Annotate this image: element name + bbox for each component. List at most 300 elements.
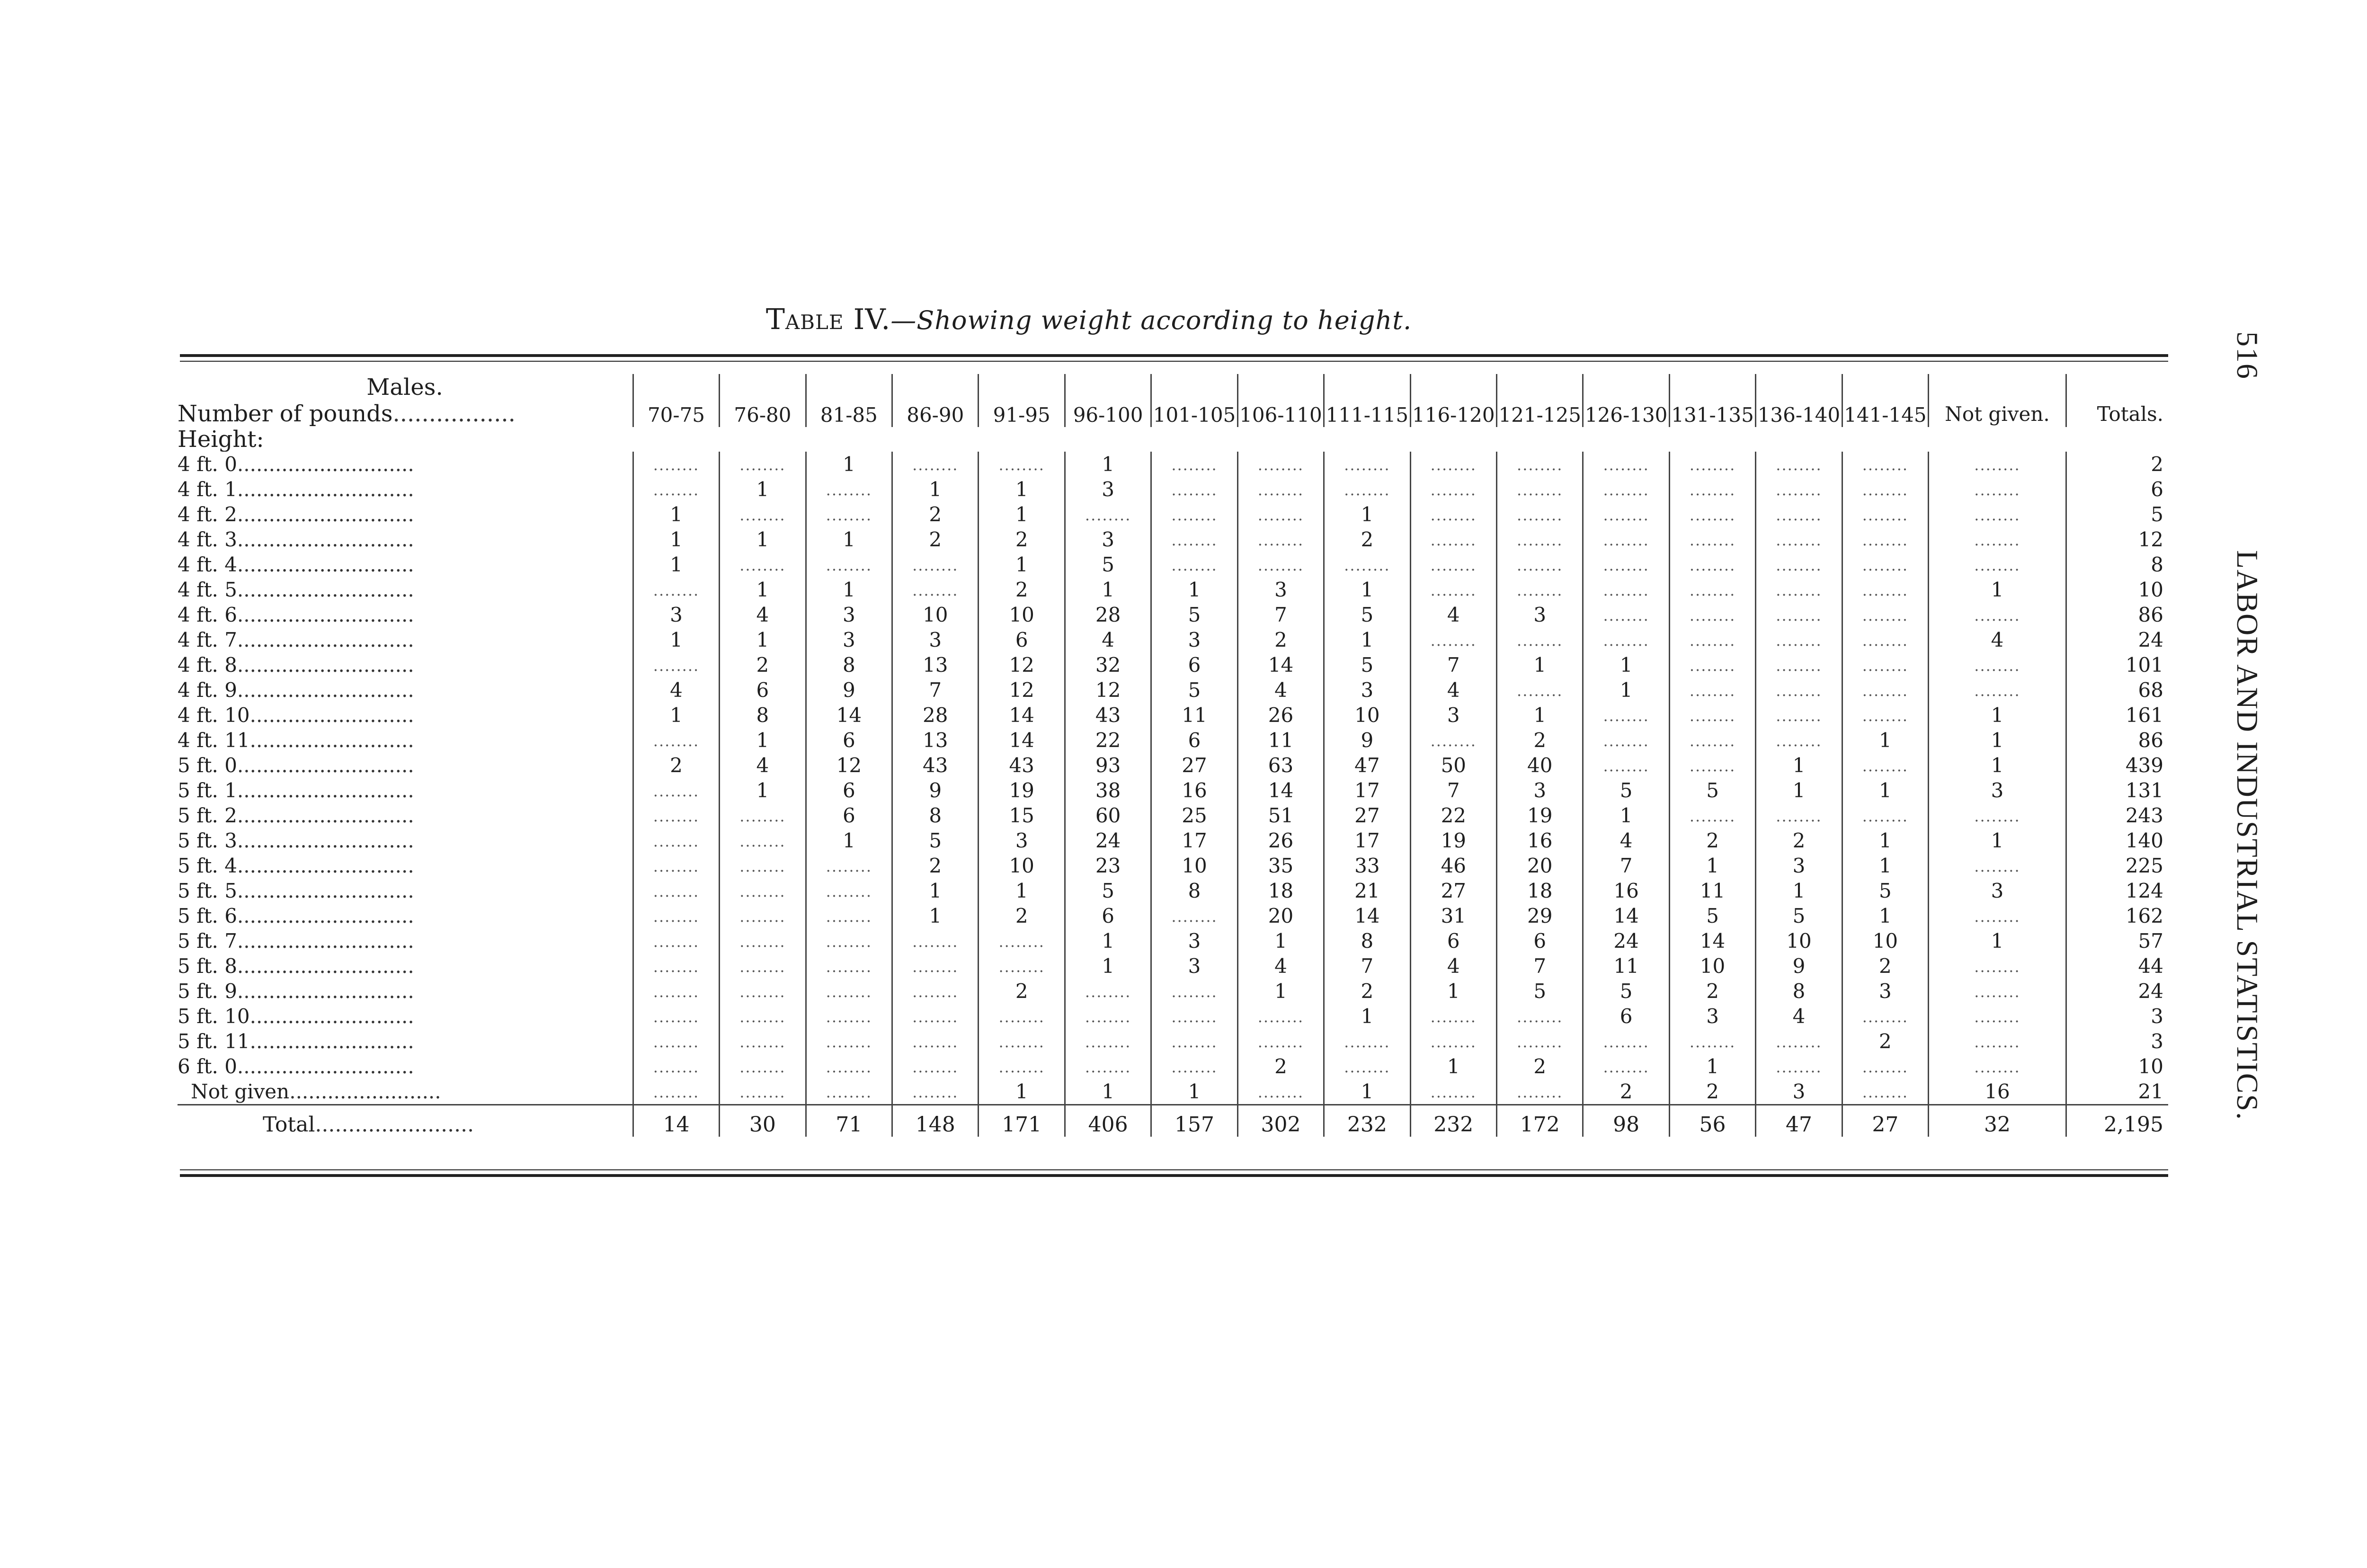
table-cell: 3 <box>1756 853 1842 878</box>
table-cell <box>1842 552 1928 577</box>
table-cell: 2 <box>1324 979 1410 1004</box>
row-label-text: 6 ft. 0 <box>178 1054 237 1078</box>
table-cell: 5 <box>1151 677 1237 703</box>
empty-cell-dots: ........ <box>1517 1033 1563 1051</box>
table-cell: 3 <box>1497 602 1583 627</box>
table-cell: 44 <box>2066 953 2168 979</box>
empty-cell-dots: ........ <box>653 1033 700 1051</box>
table-cell <box>1237 452 1324 477</box>
leader-dots: ............................ <box>237 854 414 877</box>
table-cell: 21 <box>1324 878 1410 903</box>
row-label-text: 4 ft. 5 <box>178 578 237 601</box>
leader-dots: ............................ <box>237 578 414 601</box>
row-label <box>178 502 633 527</box>
table-cell: 10 <box>1756 928 1842 953</box>
empty-cell-dots: ........ <box>1689 1033 1736 1051</box>
empty-cell-dots: ........ <box>1776 481 1822 499</box>
table-cell <box>633 452 719 477</box>
empty-cell-dots: ........ <box>1603 481 1649 499</box>
table-row <box>178 552 2168 577</box>
table-cell <box>1929 502 2066 527</box>
empty-cell-dots: ........ <box>1430 531 1477 549</box>
leader-dots: ............................ <box>237 778 414 802</box>
table-cell: 24 <box>1583 928 1669 953</box>
table-cell <box>633 878 719 903</box>
table-cell <box>1583 753 1669 778</box>
column-header: 111-115 <box>1324 374 1410 427</box>
table-cell <box>806 853 892 878</box>
table-cell: 1 <box>1669 1054 1755 1079</box>
table-cell: 2 <box>1669 828 1755 853</box>
row-label-text: 4 ft. 0 <box>178 452 237 476</box>
table-cell <box>1324 452 1410 477</box>
empty-cell-dots: ........ <box>1257 506 1304 524</box>
empty-cell-dots: ........ <box>826 857 872 875</box>
table-cell <box>806 1004 892 1029</box>
table-cell <box>1583 602 1669 627</box>
table-cell: 13 <box>892 728 979 753</box>
table-cell: 3 <box>1929 878 2066 903</box>
empty-cell-dots: ........ <box>1257 1083 1304 1101</box>
table-cell: 3 <box>1497 778 1583 803</box>
table-cell <box>892 552 979 577</box>
row-label-text: 4 ft. 7 <box>178 628 237 651</box>
table-cell: 2 <box>720 652 806 677</box>
empty-cell-dots: ........ <box>1862 1058 1909 1076</box>
table-cell <box>720 1054 806 1079</box>
table-cell <box>979 928 1065 953</box>
table-cell: 140 <box>2066 828 2168 853</box>
empty-cell-dots: ........ <box>1776 657 1822 675</box>
table-cell: 4 <box>633 677 719 703</box>
table-cell: 8 <box>720 703 806 728</box>
table-row <box>178 703 2168 728</box>
table-cell <box>1410 1004 1496 1029</box>
table-cell: 6 <box>1151 652 1237 677</box>
table-cell: 11 <box>1669 878 1755 903</box>
table-cell: 12 <box>806 753 892 778</box>
stub-subtitle-text: Number of pounds <box>178 401 393 427</box>
table-row <box>178 878 2168 903</box>
table-cell <box>1151 1004 1237 1029</box>
column-header: Totals. <box>2066 374 2168 427</box>
table-cell <box>1151 552 1237 577</box>
table-cell: 86 <box>2066 728 2168 753</box>
table-cell <box>1756 552 1842 577</box>
empty-cell-dots: ........ <box>1517 531 1563 549</box>
empty-cell-dots: ........ <box>998 933 1045 951</box>
table-cell: 3 <box>1669 1004 1755 1029</box>
leader-dots: ........................ <box>289 1079 441 1103</box>
column-header: 101-105 <box>1151 374 1237 427</box>
empty-cell-dots: ........ <box>739 882 786 900</box>
empty-cell-dots: ........ <box>912 1008 959 1026</box>
empty-cell-dots: ........ <box>826 882 872 900</box>
empty-cell-dots: ........ <box>1257 456 1304 474</box>
table-cell: 4 <box>1410 677 1496 703</box>
table-row <box>178 577 2168 602</box>
table-cell: 68 <box>2066 677 2168 703</box>
table-cell <box>1410 477 1496 502</box>
table-cell <box>1497 452 1583 477</box>
table-cell: 1 <box>720 527 806 552</box>
leader-dots: ............................ <box>237 929 414 953</box>
empty-cell-dots: ........ <box>1171 1008 1218 1026</box>
table-cell: 26 <box>1237 828 1324 853</box>
height-label: Height: <box>178 427 264 452</box>
table-cell: 3 <box>979 828 1065 853</box>
table-cell: 1 <box>1065 452 1151 477</box>
table-cell: 162 <box>2066 903 2168 928</box>
row-label <box>178 1079 633 1105</box>
bottom-rule-thin <box>180 1169 2168 1170</box>
empty-cell-dots: ........ <box>653 481 700 499</box>
table-cell: 1 <box>633 502 719 527</box>
table-cell <box>892 928 979 953</box>
empty-cell-dots: ........ <box>653 1083 700 1101</box>
empty-cell-dots: ........ <box>1517 1083 1563 1101</box>
table-cell <box>1410 728 1496 753</box>
empty-cell-dots: ........ <box>1776 531 1822 549</box>
row-label <box>178 728 633 753</box>
table-cell: 26 <box>1237 703 1324 728</box>
total-cell: 47 <box>1756 1105 1842 1137</box>
table-cell <box>1842 502 1928 527</box>
table-cell: 131 <box>2066 778 2168 803</box>
table-cell: 4 <box>1929 627 2066 652</box>
empty-cell-dots: ........ <box>912 456 959 474</box>
table-cell <box>633 953 719 979</box>
empty-cell-dots: ........ <box>912 1033 959 1051</box>
table-cell: 2 <box>1497 1054 1583 1079</box>
table-cell: 23 <box>1065 853 1151 878</box>
leader-dots: ............................ <box>237 904 414 927</box>
empty-cell-dots: ........ <box>1603 456 1649 474</box>
table-cell: 439 <box>2066 753 2168 778</box>
table-cell <box>1929 527 2066 552</box>
empty-cell-dots: ........ <box>1689 657 1736 675</box>
leader-dots: ............................ <box>237 527 414 551</box>
empty-cell-dots: ........ <box>1974 958 2020 976</box>
empty-cell-dots: ........ <box>1689 531 1736 549</box>
running-head-title: LABOR AND INDUSTRIAL STATISTICS. <box>2231 550 2264 1121</box>
table-cell <box>1151 1054 1237 1079</box>
table-cell <box>1669 728 1755 753</box>
table-cell: 4 <box>720 753 806 778</box>
row-label <box>178 753 633 778</box>
empty-cell-dots: ........ <box>1603 581 1649 599</box>
empty-cell-dots: ........ <box>1517 581 1563 599</box>
table-cell: 24 <box>2066 979 2168 1004</box>
empty-cell-dots: ........ <box>653 908 700 926</box>
empty-cell-dots: ........ <box>1776 606 1822 624</box>
total-cell: 27 <box>1842 1105 1928 1137</box>
table-cell <box>720 1004 806 1029</box>
empty-cell-dots: ........ <box>1974 1033 2020 1051</box>
empty-cell-dots: ........ <box>1085 983 1131 1001</box>
empty-cell-dots: ........ <box>1603 1058 1649 1076</box>
table-cell: 8 <box>2066 552 2168 577</box>
top-rule-thin <box>180 361 2168 362</box>
table-cell <box>806 502 892 527</box>
table-cell <box>1929 1029 2066 1054</box>
total-cell: 56 <box>1669 1105 1755 1137</box>
table-cell <box>1842 652 1928 677</box>
empty-cell-dots: ........ <box>653 882 700 900</box>
table-cell: 15 <box>979 803 1065 828</box>
empty-cell-dots: ........ <box>1171 506 1218 524</box>
table-cell: 3 <box>633 602 719 627</box>
table-cell <box>633 803 719 828</box>
table-cell <box>979 1054 1065 1079</box>
table-cell <box>1669 1029 1755 1054</box>
empty-cell-dots: ........ <box>1862 531 1909 549</box>
empty-cell-dots: ........ <box>1776 707 1822 725</box>
empty-cell-dots: ........ <box>653 933 700 951</box>
column-header: 91-95 <box>979 374 1065 427</box>
empty-cell-dots: ........ <box>1974 983 2020 1001</box>
stub-header <box>178 374 633 427</box>
table-cell: 5 <box>1842 878 1928 903</box>
empty-cell-dots: ........ <box>1689 581 1736 599</box>
table-cell: 4 <box>720 602 806 627</box>
table-cell: 3 <box>2066 1029 2168 1054</box>
empty-cell-dots: ........ <box>1430 556 1477 574</box>
empty-cell-dots: ........ <box>1085 1008 1131 1026</box>
table-cell: 4 <box>1410 953 1496 979</box>
table-cell <box>1583 1054 1669 1079</box>
empty-cell-dots: ........ <box>739 857 786 875</box>
table-cell: 46 <box>1410 853 1496 878</box>
table-cell: 1 <box>1929 703 2066 728</box>
table-cell: 10 <box>1151 853 1237 878</box>
row-label <box>178 1054 633 1079</box>
table-cell <box>1324 1029 1410 1054</box>
table-cell: 14 <box>1237 652 1324 677</box>
table-cell: 27 <box>1151 753 1237 778</box>
empty-cell-dots: ........ <box>739 456 786 474</box>
table-cell: 5 <box>1669 903 1755 928</box>
empty-cell-dots: ........ <box>1689 456 1736 474</box>
empty-cell-dots: ........ <box>653 657 700 675</box>
table-cell: 11 <box>1151 703 1237 728</box>
table-cell: 28 <box>892 703 979 728</box>
table-cell: 124 <box>2066 878 2168 903</box>
table-cell <box>892 1054 979 1079</box>
empty-cell-dots: ........ <box>1344 481 1390 499</box>
page-number: 516 <box>2231 331 2264 380</box>
row-label <box>178 878 633 903</box>
row-label-text: 4 ft. 3 <box>178 527 237 551</box>
table-cell <box>1497 527 1583 552</box>
empty-cell-dots: ........ <box>1862 1083 1909 1101</box>
table-cell: 3 <box>1151 928 1237 953</box>
leader-dots: ............................ <box>237 753 414 777</box>
empty-cell-dots: ........ <box>1776 556 1822 574</box>
row-label-text: 5 ft. 6 <box>178 904 237 927</box>
empty-cell-dots: ........ <box>826 506 872 524</box>
table-cell: 1 <box>1929 753 2066 778</box>
empty-cell-dots: ........ <box>1603 606 1649 624</box>
table-cell <box>1151 452 1237 477</box>
table-cell <box>633 853 719 878</box>
empty-cell-dots: ........ <box>826 1083 872 1101</box>
empty-cell-dots: ........ <box>653 983 700 1001</box>
row-label <box>178 703 633 728</box>
table-cell <box>1842 677 1928 703</box>
table-cell <box>1497 1004 1583 1029</box>
table-cell: 5 <box>1324 652 1410 677</box>
table-cell: 1 <box>720 778 806 803</box>
table-cell: 3 <box>806 627 892 652</box>
empty-cell-dots: ........ <box>826 556 872 574</box>
table-cell <box>806 979 892 1004</box>
table-cell <box>1583 552 1669 577</box>
table-row <box>178 979 2168 1004</box>
table-cell <box>1929 652 2066 677</box>
table-cell <box>1410 452 1496 477</box>
table-cell <box>1237 1029 1324 1054</box>
table-cell: 31 <box>1410 903 1496 928</box>
table-cell <box>1669 602 1755 627</box>
table-cell <box>720 979 806 1004</box>
empty-cell-dots: ........ <box>826 1058 872 1076</box>
table-cell <box>1842 477 1928 502</box>
table-cell: 6 <box>1151 728 1237 753</box>
empty-cell-dots: ........ <box>653 832 700 850</box>
table-cell <box>1410 502 1496 527</box>
table-cell <box>1756 652 1842 677</box>
total-cell: 232 <box>1324 1105 1410 1137</box>
table-cell <box>1756 577 1842 602</box>
table-cell <box>1756 703 1842 728</box>
table-cell: 1 <box>1151 1079 1237 1105</box>
empty-cell-dots: ........ <box>1344 1058 1390 1076</box>
table-row <box>178 677 2168 703</box>
empty-cell-dots: ........ <box>1776 1058 1822 1076</box>
row-label-text: 5 ft. 0 <box>178 753 237 777</box>
table-cell: 1 <box>806 828 892 853</box>
row-label-text: 4 ft. 2 <box>178 502 237 526</box>
empty-cell-dots: ........ <box>1257 556 1304 574</box>
empty-cell-dots: ........ <box>1430 1008 1477 1026</box>
table-cell <box>720 502 806 527</box>
table-cell: 6 <box>806 803 892 828</box>
empty-cell-dots: ........ <box>653 958 700 976</box>
empty-cell-dots: ........ <box>1974 606 2020 624</box>
row-label-text: Not given <box>191 1079 290 1103</box>
empty-cell-dots: ........ <box>998 1008 1045 1026</box>
table-cell <box>1756 803 1842 828</box>
empty-cell-dots: ........ <box>998 456 1045 474</box>
table-row <box>178 803 2168 828</box>
leader-dots: ................. <box>392 401 516 427</box>
table-cell <box>1237 1079 1324 1105</box>
table-cell: 6 <box>1065 903 1151 928</box>
table-cell: 1 <box>979 1079 1065 1105</box>
table-cell: 1 <box>720 577 806 602</box>
table-cell <box>720 853 806 878</box>
table-cell: 1 <box>633 703 719 728</box>
weight-height-table <box>178 374 2168 1137</box>
table-cell <box>1756 728 1842 753</box>
leader-dots: .......................... <box>249 728 414 752</box>
total-cell: 302 <box>1237 1105 1324 1137</box>
table-cell: 3 <box>892 627 979 652</box>
empty-cell-dots: ........ <box>1689 757 1736 775</box>
empty-cell-dots: ........ <box>653 782 700 800</box>
table-cell: 12 <box>979 652 1065 677</box>
table-cell <box>1842 753 1928 778</box>
table-cell: 27 <box>1324 803 1410 828</box>
empty-cell-dots: ........ <box>826 933 872 951</box>
table-cell: 43 <box>1065 703 1151 728</box>
total-row <box>178 1105 2168 1137</box>
table-cell <box>1583 577 1669 602</box>
row-label <box>178 602 633 627</box>
table-cell <box>720 552 806 577</box>
table-cell: 57 <box>2066 928 2168 953</box>
table-cell <box>1237 477 1324 502</box>
table-cell: 101 <box>2066 652 2168 677</box>
table-cell: 47 <box>1324 753 1410 778</box>
leader-dots: ............................ <box>237 502 414 526</box>
table-cell <box>1497 677 1583 703</box>
table-cell <box>1842 803 1928 828</box>
row-label-text: 5 ft. 11 <box>178 1029 250 1053</box>
table-cell: 1 <box>1065 928 1151 953</box>
table-cell <box>1410 1079 1496 1105</box>
table-cell: 32 <box>1065 652 1151 677</box>
total-cell: 157 <box>1151 1105 1237 1137</box>
empty-cell-dots: ........ <box>653 581 700 599</box>
table-cell: 2 <box>1237 1054 1324 1079</box>
table-cell <box>1583 452 1669 477</box>
table-cell <box>1842 602 1928 627</box>
empty-cell-dots: ........ <box>1344 556 1390 574</box>
table-cell: 38 <box>1065 778 1151 803</box>
table-cell <box>1929 452 2066 477</box>
table-cell <box>1497 1029 1583 1054</box>
row-label <box>178 652 633 677</box>
table-cell: 2 <box>979 527 1065 552</box>
total-cell: 406 <box>1065 1105 1151 1137</box>
top-rule-thick <box>180 354 2168 357</box>
table-cell: 93 <box>1065 753 1151 778</box>
table-cell <box>1756 627 1842 652</box>
table-cell <box>1497 1079 1583 1105</box>
row-label <box>178 677 633 703</box>
empty-cell-dots: ........ <box>1776 732 1822 750</box>
empty-cell-dots: ........ <box>1603 732 1649 750</box>
table-cell <box>806 878 892 903</box>
table-cell <box>806 1079 892 1105</box>
table-cell: 86 <box>2066 602 2168 627</box>
table-cell: 17 <box>1324 778 1410 803</box>
table-cell: 14 <box>1583 903 1669 928</box>
table-cell: 10 <box>892 602 979 627</box>
leader-dots: ............................ <box>237 452 414 476</box>
table-cell: 1 <box>1324 1079 1410 1105</box>
empty-cell-dots: ........ <box>739 1058 786 1076</box>
table-cell <box>1324 552 1410 577</box>
table-cell <box>1756 677 1842 703</box>
row-label <box>178 953 633 979</box>
table-cell: 10 <box>1842 928 1928 953</box>
table-cell <box>633 778 719 803</box>
table-cell <box>720 1079 806 1105</box>
empty-cell-dots: ........ <box>1689 732 1736 750</box>
